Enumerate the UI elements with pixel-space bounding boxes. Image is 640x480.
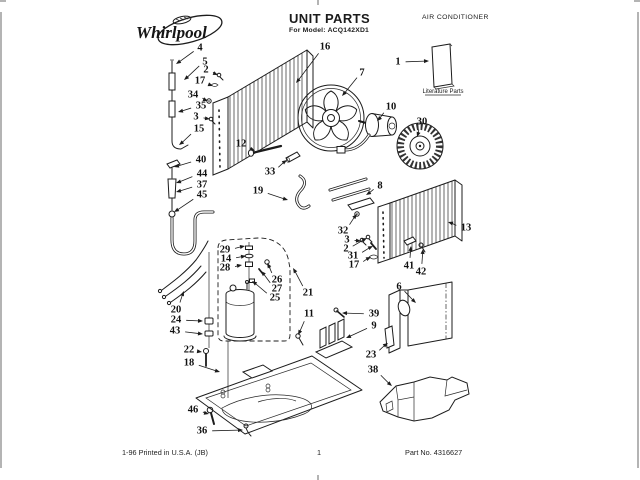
page-title: UNIT PARTS: [289, 11, 371, 26]
callout-27: 27: [271, 283, 283, 295]
fan-blade: [298, 85, 364, 151]
callout-38: 38: [367, 364, 379, 376]
callout-23: [379, 345, 384, 350]
callout-16: [299, 53, 319, 80]
callout-9: [346, 334, 351, 338]
callout-22: [197, 349, 202, 353]
callout-28: [237, 264, 242, 268]
callout-38: [381, 375, 389, 383]
callout-2: 2: [203, 64, 209, 76]
callout-8: 8: [377, 180, 383, 192]
callout-39: 39: [368, 308, 380, 320]
callout-46: 46: [187, 404, 199, 416]
capillary-tube-assembly: [169, 60, 188, 149]
partition-panel: [385, 282, 452, 353]
callout-10: 10: [385, 101, 397, 113]
s-tube: [297, 176, 309, 208]
callout-36: 36: [196, 425, 208, 437]
callout-5: 5: [202, 56, 208, 68]
callout-layer: [170, 42, 472, 437]
callout-18: [215, 369, 220, 373]
callout-4: 4: [197, 42, 203, 54]
callout-45: 45: [196, 189, 208, 201]
callout-32: [349, 217, 354, 225]
callout-34: 34: [187, 89, 199, 101]
callout-15: [182, 134, 191, 142]
base-pan: [196, 356, 362, 434]
callout-14: 14: [220, 253, 232, 265]
callout-7: [345, 78, 357, 93]
callout-6: [405, 291, 414, 300]
callout-35: [182, 108, 191, 111]
callout-26: [269, 266, 272, 273]
page-number: 1: [317, 448, 322, 457]
callout-19: [268, 193, 284, 199]
pin-33: [286, 152, 300, 162]
callout-8: [366, 191, 371, 195]
callout-43: 43: [169, 325, 181, 337]
literature-booklet: [422, 44, 463, 95]
callout-9: [350, 328, 367, 336]
callout-17: [366, 257, 371, 261]
callout-25: [255, 283, 267, 293]
callout-37: [180, 187, 192, 191]
callout-3: 3: [193, 111, 199, 123]
callout-21: [295, 271, 303, 286]
callout-25: 25: [269, 292, 281, 304]
callout-17: 17: [194, 75, 206, 87]
callout-13: [448, 222, 453, 226]
callout-37: [176, 189, 181, 193]
callout-15: 15: [193, 123, 205, 135]
blower-wheel: [397, 123, 443, 169]
callout-6: 6: [396, 281, 402, 293]
drain-pan: [380, 377, 469, 421]
callout-17: 17: [348, 259, 360, 271]
callout-18: 18: [183, 357, 195, 369]
callout-37: 37: [196, 179, 208, 191]
callout-12: 12: [235, 138, 247, 150]
mounting-rod: [204, 252, 214, 366]
model-line: For Model: ACQ142XD1: [289, 27, 370, 34]
callout-28: 28: [219, 262, 231, 274]
callout-11: 11: [304, 308, 314, 320]
callout-31: [362, 248, 369, 253]
callout-31: [368, 246, 373, 250]
callout-21: [293, 268, 297, 273]
callout-45: [174, 208, 179, 212]
callout-42: [422, 253, 423, 264]
callout-33: [278, 162, 283, 167]
callout-2: [213, 71, 218, 75]
callout-22: 22: [183, 344, 195, 356]
callout-43: [185, 332, 199, 334]
callout-29: 29: [219, 244, 231, 256]
callout-16: 16: [319, 41, 331, 53]
callout-26: 26: [271, 274, 283, 286]
callout-44: [176, 179, 181, 183]
callout-20: [180, 291, 184, 296]
callout-20: 20: [170, 304, 182, 316]
callout-40: 40: [195, 154, 207, 166]
brand-name: Whirlpool: [136, 23, 207, 42]
callout-21: 21: [302, 287, 314, 299]
callout-24: [198, 319, 203, 323]
footer-part-number: Part No. 4316627: [405, 448, 463, 457]
callout-18: [199, 365, 216, 371]
callout-36: [212, 430, 239, 431]
callout-31: 31: [347, 250, 359, 262]
callout-9: 9: [371, 320, 377, 332]
callout-4: [176, 60, 181, 64]
callout-23: 23: [365, 349, 377, 361]
callout-41: 41: [403, 260, 415, 272]
clip-41-42: [404, 237, 425, 252]
callout-46: [204, 411, 209, 415]
doc-type-label: AIR CONDITIONER: [422, 14, 489, 21]
callout-27: [264, 274, 271, 283]
callout-19: 19: [252, 185, 264, 197]
callout-3: 3: [344, 234, 350, 246]
callout-2: 2: [343, 243, 349, 255]
callout-41: [410, 250, 411, 258]
callout-24: 24: [170, 314, 182, 326]
callout-35: 35: [195, 100, 207, 112]
callout-44: 44: [196, 168, 208, 180]
callout-13: 13: [460, 222, 472, 234]
callout-4: [179, 51, 193, 61]
callout-44: [180, 177, 193, 182]
callout-32: 32: [337, 225, 349, 237]
footer-print-info: 1-96 Printed in U.S.A. (JB): [122, 448, 208, 457]
literature-parts-label: Literature Parts: [422, 89, 464, 95]
callout-39: [346, 313, 364, 314]
callout-24: [186, 320, 199, 321]
callout-11: [298, 330, 302, 335]
callout-7: 7: [359, 67, 365, 79]
callout-1: 1: [395, 56, 401, 68]
callout-30: 30: [416, 116, 428, 128]
callout-43: [198, 331, 203, 335]
callout-1: [406, 61, 425, 62]
callout-35: [178, 109, 183, 113]
callout-33: 33: [264, 166, 276, 178]
callout-45: [177, 199, 193, 210]
callout-29: [240, 245, 245, 249]
evaporator-coil: [378, 180, 462, 263]
callout-11: [300, 321, 304, 331]
callout-39: [342, 311, 347, 315]
callout-19: [283, 197, 288, 201]
callout-42: 42: [415, 266, 427, 278]
callout-26: [267, 263, 271, 268]
callout-1: [424, 59, 429, 63]
